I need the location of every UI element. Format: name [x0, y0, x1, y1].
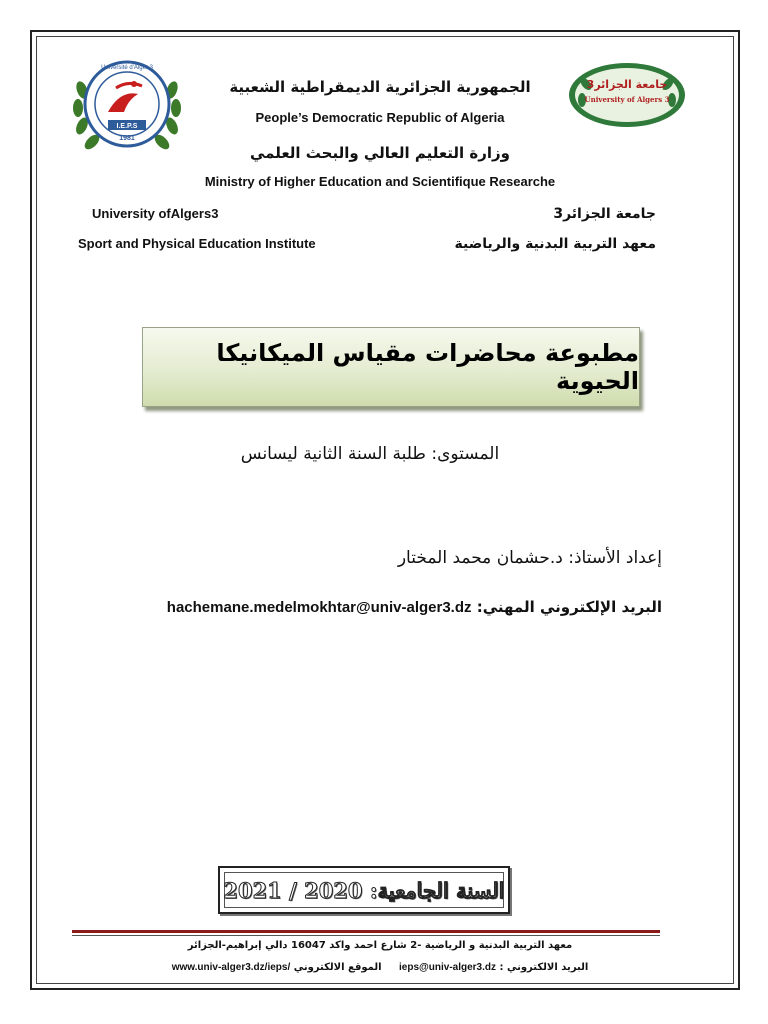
academic-year: السنة الجامعية: 2020 / 2021: [223, 877, 505, 903]
ieps-seal-icon: [68, 50, 186, 162]
email-label: البريد الإلكتروني المهني:: [476, 598, 662, 616]
footer-email-label: البريد الالكتروني :: [499, 962, 589, 973]
republic-arabic: الجمهورية الجزائرية الديمقراطية الشعبية: [229, 78, 531, 96]
footer-rule-thin: [72, 935, 660, 936]
footer-website-label: الموقع الالكتروني: [293, 962, 382, 973]
footer-website[interactable]: www.univ-alger3.dz/ieps/: [171, 962, 291, 973]
academic-year-box: [218, 866, 510, 914]
republic-english: People’s Democratic Republic of Algeria: [255, 110, 505, 125]
university-arabic: جامعة الجزائر3: [553, 206, 656, 222]
document-title: مطبوعة محاضرات مقياس الميكانيكا الحيوية: [216, 339, 639, 395]
title-box: [142, 327, 640, 407]
study-level: المستوى: طلبة السنة الثانية ليسانس: [240, 444, 500, 464]
university-logo-arabic: جامعة الجزائر3: [586, 78, 668, 91]
ieps-seal-label: I.E.P.S: [116, 123, 138, 130]
university-algiers3-logo-icon: [566, 60, 688, 130]
institute-english: Sport and Physical Education Institute: [78, 236, 316, 251]
ministry-arabic: وزارة التعليم العالي والبحث العلمي: [249, 144, 511, 162]
university-english: University ofAlgers3: [92, 206, 219, 221]
footer-address: معهد التربية البدنية و الرياضية -2 شارع احمد واكد 16047 دالي إبراهيم-الجزائر: [187, 940, 573, 951]
ieps-seal-ring-text: Université d'Alger 3: [101, 65, 153, 71]
prepared-by: إعداد الأستاذ: د.حشمان محمد المختار: [397, 548, 662, 568]
footer-email[interactable]: ieps@univ-alger3.dz: [399, 962, 496, 973]
footer-rule: [72, 930, 660, 933]
email-address[interactable]: hachemane.medelmokhtar@univ-alger3.dz: [166, 599, 472, 616]
footer-contact: [150, 962, 610, 973]
ministry-english: Ministry of Higher Education and Scientifique Researche: [204, 174, 556, 189]
ieps-seal-year: 1981: [119, 135, 135, 142]
professional-email-row: [167, 598, 662, 616]
university-logo-english: University of Algers 3: [584, 95, 670, 104]
institute-arabic: معهد التربية البدنية والرياضية: [454, 236, 656, 252]
